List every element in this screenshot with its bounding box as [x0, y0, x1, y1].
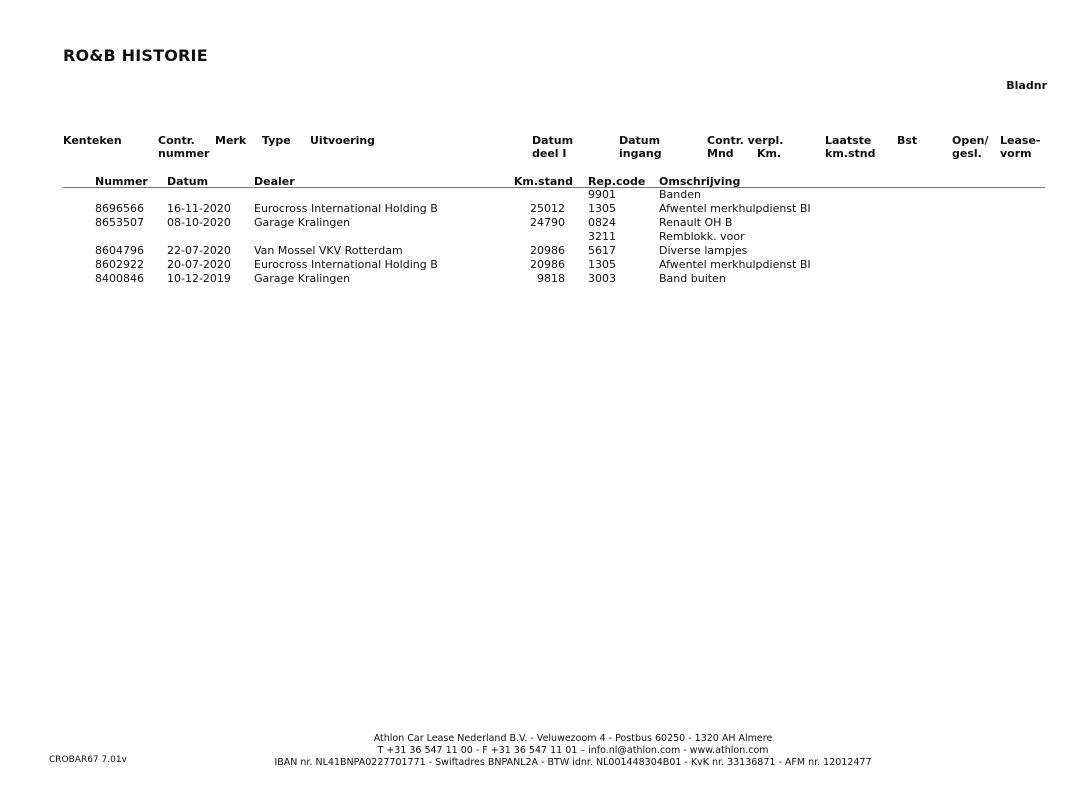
header-datum-ingang-line2: ingang [619, 147, 662, 160]
cell-repcode: 5617 [588, 244, 616, 257]
cell-repcode: 1305 [588, 202, 616, 215]
header-mnd: Mnd [707, 147, 734, 160]
column-repcode: Rep.code [588, 175, 646, 188]
cell-datum: 16-11-2020 [167, 202, 231, 215]
column-datum: Datum [167, 175, 209, 188]
cell-dealer: Eurocross International Holding B [254, 202, 438, 215]
table-row [0, 244, 1080, 258]
page-number-label: Bladnr [1006, 79, 1047, 92]
header-km: Km. [757, 147, 782, 160]
cell-kmstand: 20986 [530, 258, 565, 271]
cell-repcode: 1305 [588, 258, 616, 271]
cell-kmstand: 24790 [530, 216, 565, 229]
footer-address: Athlon Car Lease Nederland B.V. - Veluwezoom 4 - Postbus 60250 - 1320 AH Almere [373, 733, 773, 744]
header-contr-verpl: Contr. verpl. [707, 134, 784, 147]
cell-omschrijving: Renault OH B [659, 216, 733, 229]
cell-omschrijving: Remblokk. voor [659, 230, 745, 243]
header-lease-vorm [1000, 134, 1040, 160]
report-code: CROBAR67 7.01v [49, 755, 127, 765]
cell-dealer: Van Mossel VKV Rotterdam [254, 244, 403, 257]
cell-omschrijving: Banden [659, 188, 701, 201]
table-row [0, 258, 1080, 272]
footer-bank-details: IBAN nr. NL41BNPA0227701771 - Swiftadres BNPANL2A - BTW idnr. NL001448304B01 - KvK nr. 33136871 - AFM nr. 12012477 [274, 757, 872, 768]
cell-omschrijving: Diverse lampjes [659, 244, 748, 257]
cell-datum: 10-12-2019 [167, 272, 231, 285]
cell-kmstand: 25012 [530, 202, 565, 215]
header-contr-line2: nummer [158, 147, 210, 160]
header-open-gesl [952, 134, 989, 160]
header-uitvoering: Uitvoering [310, 134, 376, 147]
cell-nummer: 8602922 [95, 258, 144, 271]
header-contr-nummer [158, 134, 209, 160]
header-contr-line1: Contr. [158, 134, 195, 147]
cell-datum: 20-07-2020 [167, 258, 231, 271]
table-row [0, 216, 1080, 230]
column-dealer: Dealer [254, 175, 295, 188]
footer-contact: T +31 36 547 11 00 - F +31 36 547 11 01 – info.nl@athlon.com - www.athlon.com [377, 745, 769, 756]
header-laatste-line1: Laatste [825, 134, 872, 147]
header-merk: Merk [215, 134, 247, 147]
cell-repcode: 9901 [588, 188, 616, 201]
column-omschrijving: Omschrijving [659, 175, 741, 188]
cell-nummer: 8696566 [95, 202, 144, 215]
cell-repcode: 3211 [588, 230, 616, 243]
header-datum-ingang [619, 134, 662, 160]
column-kmstand: Km.stand [513, 175, 573, 188]
header-datum-ingang-line1: Datum [619, 134, 661, 147]
cell-kmstand: 20986 [530, 244, 565, 257]
cell-nummer: 8604796 [95, 244, 144, 257]
header-laatste-kmstnd [825, 134, 875, 160]
table-row [0, 272, 1080, 286]
table-row [0, 230, 1080, 244]
cell-dealer: Garage Kralingen [254, 272, 351, 285]
table-row [0, 188, 1080, 202]
table-row [0, 202, 1080, 216]
cell-nummer: 8400846 [95, 272, 144, 285]
cell-dealer: Eurocross International Holding B [254, 258, 438, 271]
cell-omschrijving: Band buiten [659, 272, 726, 285]
header-datum-deel-line2: deel I [532, 147, 567, 160]
header-lease-line2: vorm [1000, 147, 1032, 160]
header-datum-deel [532, 134, 573, 160]
cell-repcode: 3003 [588, 272, 616, 285]
column-nummer: Nummer [95, 175, 148, 188]
cell-nummer: 8653507 [95, 216, 144, 229]
cell-omschrijving: Afwentel merkhulpdienst BI [659, 202, 811, 215]
header-kenteken: Kenteken [63, 134, 122, 147]
header-type: Type [262, 134, 291, 147]
cell-omschrijving: Afwentel merkhulpdienst BI [659, 258, 811, 271]
cell-kmstand: 9818 [537, 272, 565, 285]
cell-repcode: 0824 [588, 216, 616, 229]
cell-dealer: Garage Kralingen [254, 216, 351, 229]
header-bst: Bst [897, 134, 918, 147]
header-open-line2: gesl. [952, 147, 982, 160]
page-title: RO&B HISTORIE [63, 46, 208, 65]
header-datum-deel-line1: Datum [532, 134, 574, 147]
cell-datum: 08-10-2020 [167, 216, 231, 229]
header-lease-line1: Lease- [1000, 134, 1041, 147]
header-open-line1: Open/ [952, 134, 989, 147]
cell-datum: 22-07-2020 [167, 244, 231, 257]
header-laatste-line2: km.stnd [825, 147, 876, 160]
footer-company-info [0, 733, 1080, 769]
